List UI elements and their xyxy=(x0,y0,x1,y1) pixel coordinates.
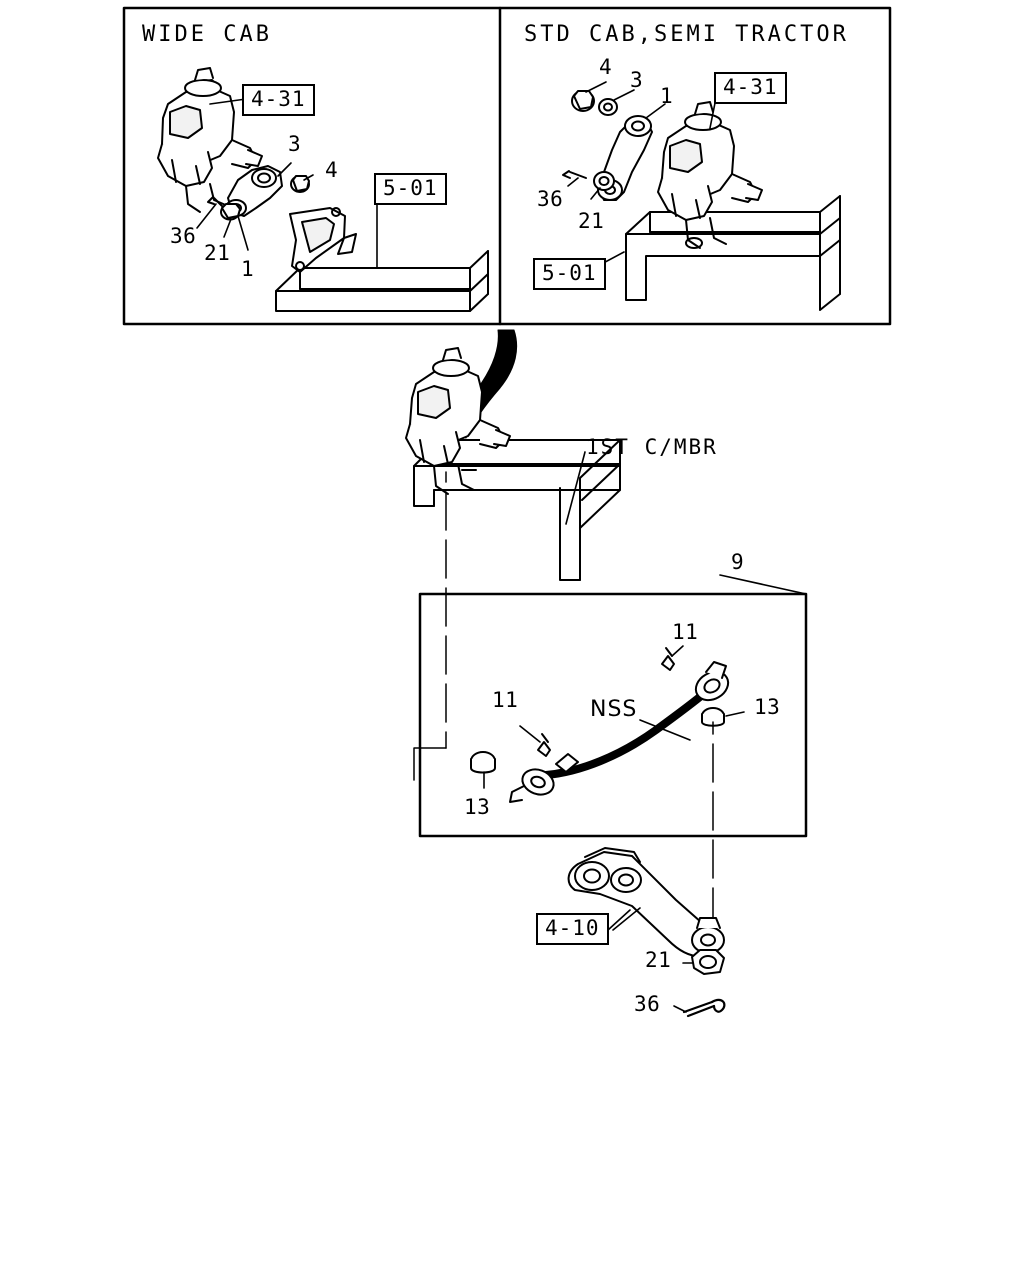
ref-box-5-01-wide[interactable]: 5-01 xyxy=(374,173,447,205)
callout-std-cab-36: 36 xyxy=(537,187,564,211)
annotation-first-crossmember: 1ST C/MBR xyxy=(586,435,718,459)
ref-box-4-31-wide[interactable]: 4-31 xyxy=(242,84,315,116)
wide-cab-bracket xyxy=(290,208,356,272)
pitman-ref-leader xyxy=(608,910,630,930)
lower-nut xyxy=(692,950,724,974)
ref-box-4-10[interactable]: 4-10 xyxy=(536,913,609,945)
callout-11-upper: 11 xyxy=(672,620,699,644)
cotter-pin xyxy=(684,1000,724,1016)
std-cab-frame-rail xyxy=(626,196,840,310)
drag-link-assembly xyxy=(471,648,733,802)
callout-13-left: 13 xyxy=(464,795,491,819)
drag-link-callout-leader xyxy=(720,575,806,594)
callout-std-cab-4: 4 xyxy=(599,55,613,79)
panel-title-std-cab: STD CAB,SEMI TRACTOR xyxy=(524,22,849,47)
panel-title-wide-cab: WIDE CAB xyxy=(142,22,272,47)
callout-wide-cab-4: 4 xyxy=(325,158,339,182)
ref-box-4-31-std[interactable]: 4-31 xyxy=(714,72,787,104)
std-cab-hardware xyxy=(563,91,617,190)
callout-11-lower: 11 xyxy=(492,688,519,712)
callout-21-lower: 21 xyxy=(645,948,672,972)
callout-wide-cab-36: 36 xyxy=(170,224,197,248)
callout-std-cab-3: 3 xyxy=(630,68,644,92)
callout-std-cab-1: 1 xyxy=(660,84,674,108)
callout-9: 9 xyxy=(731,550,745,574)
callout-wide-cab-21: 21 xyxy=(204,241,231,265)
callout-wide-cab-1: 1 xyxy=(241,257,255,281)
annotation-nss: NSS xyxy=(590,697,638,722)
ref-box-5-01-std[interactable]: 5-01 xyxy=(533,258,606,290)
callout-std-cab-21: 21 xyxy=(578,209,605,233)
callout-36-lower: 36 xyxy=(634,992,661,1016)
callout-wide-cab-3: 3 xyxy=(288,132,302,156)
callout-13-right: 13 xyxy=(754,695,781,719)
